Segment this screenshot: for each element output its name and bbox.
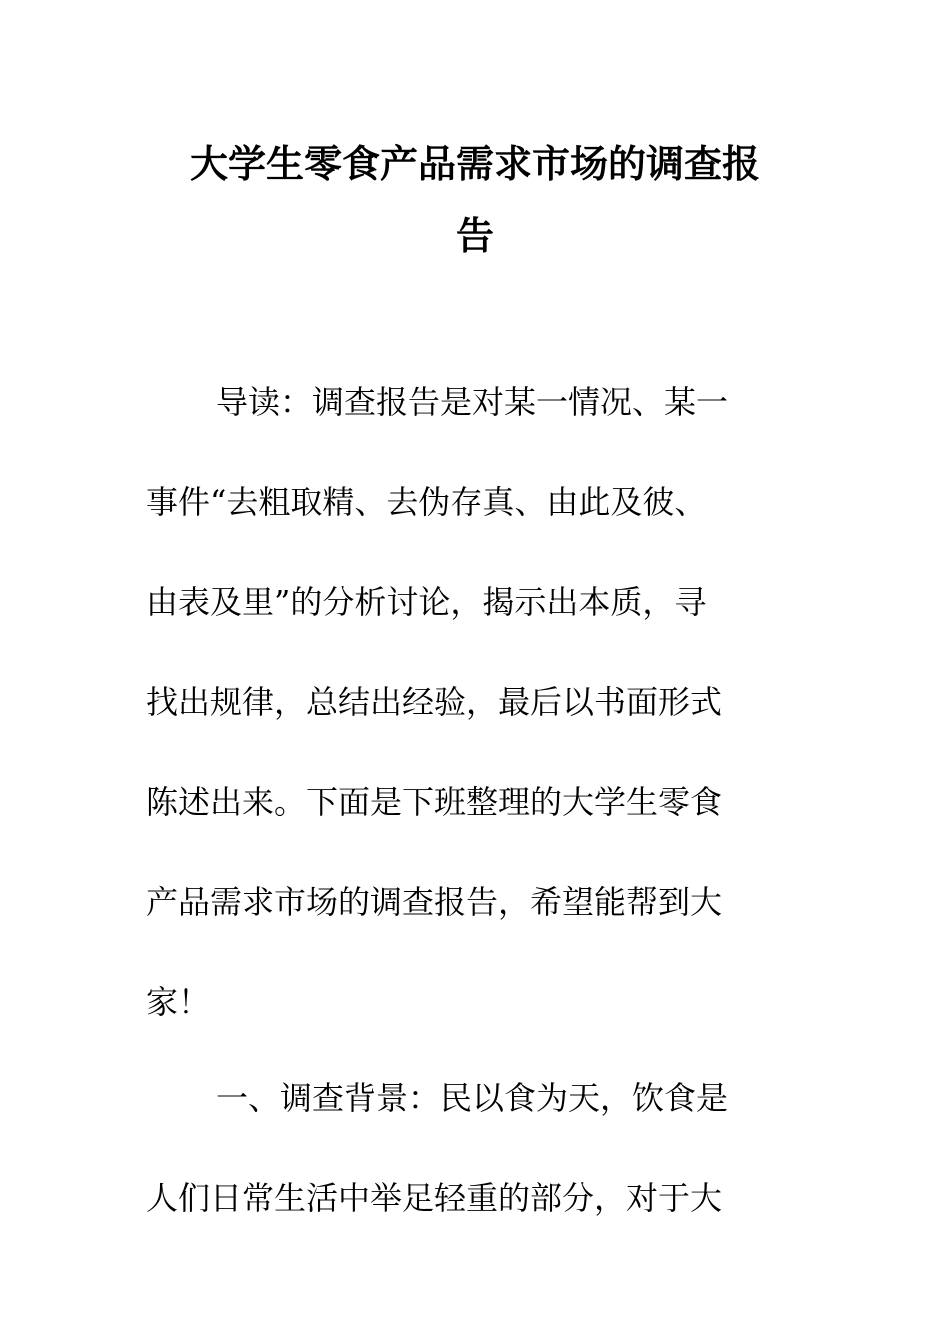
paragraph-line: 事件“去粗取精、去伪存真、由此及彼、	[146, 483, 707, 521]
paragraph-line: 家！	[146, 983, 211, 1021]
paragraph-line: 一、调查背景：民以食为天，饮食是	[216, 1079, 729, 1117]
background-paragraph	[146, 1048, 786, 1248]
document-title	[150, 128, 800, 272]
paragraph-line: 找出规律，总结出经验，最后以书面形式	[146, 683, 723, 721]
paragraph-line: 陈述出来。下面是下班整理的大学生零食	[146, 783, 723, 821]
paragraph-line: 由表及里”的分析讨论，揭示出本质，寻	[146, 583, 707, 621]
paragraph-line: 产品需求市场的调查报告，希望能帮到大	[146, 883, 723, 921]
intro-paragraph	[146, 352, 786, 1052]
paragraph-line: 人们日常生活中举足轻重的部分，对于大	[146, 1179, 723, 1217]
paragraph-line: 导读：调查报告是对某一情况、某一	[216, 383, 729, 421]
title-line: 告	[455, 213, 494, 258]
title-line: 大学生零食产品需求市场的调查报	[189, 141, 760, 186]
